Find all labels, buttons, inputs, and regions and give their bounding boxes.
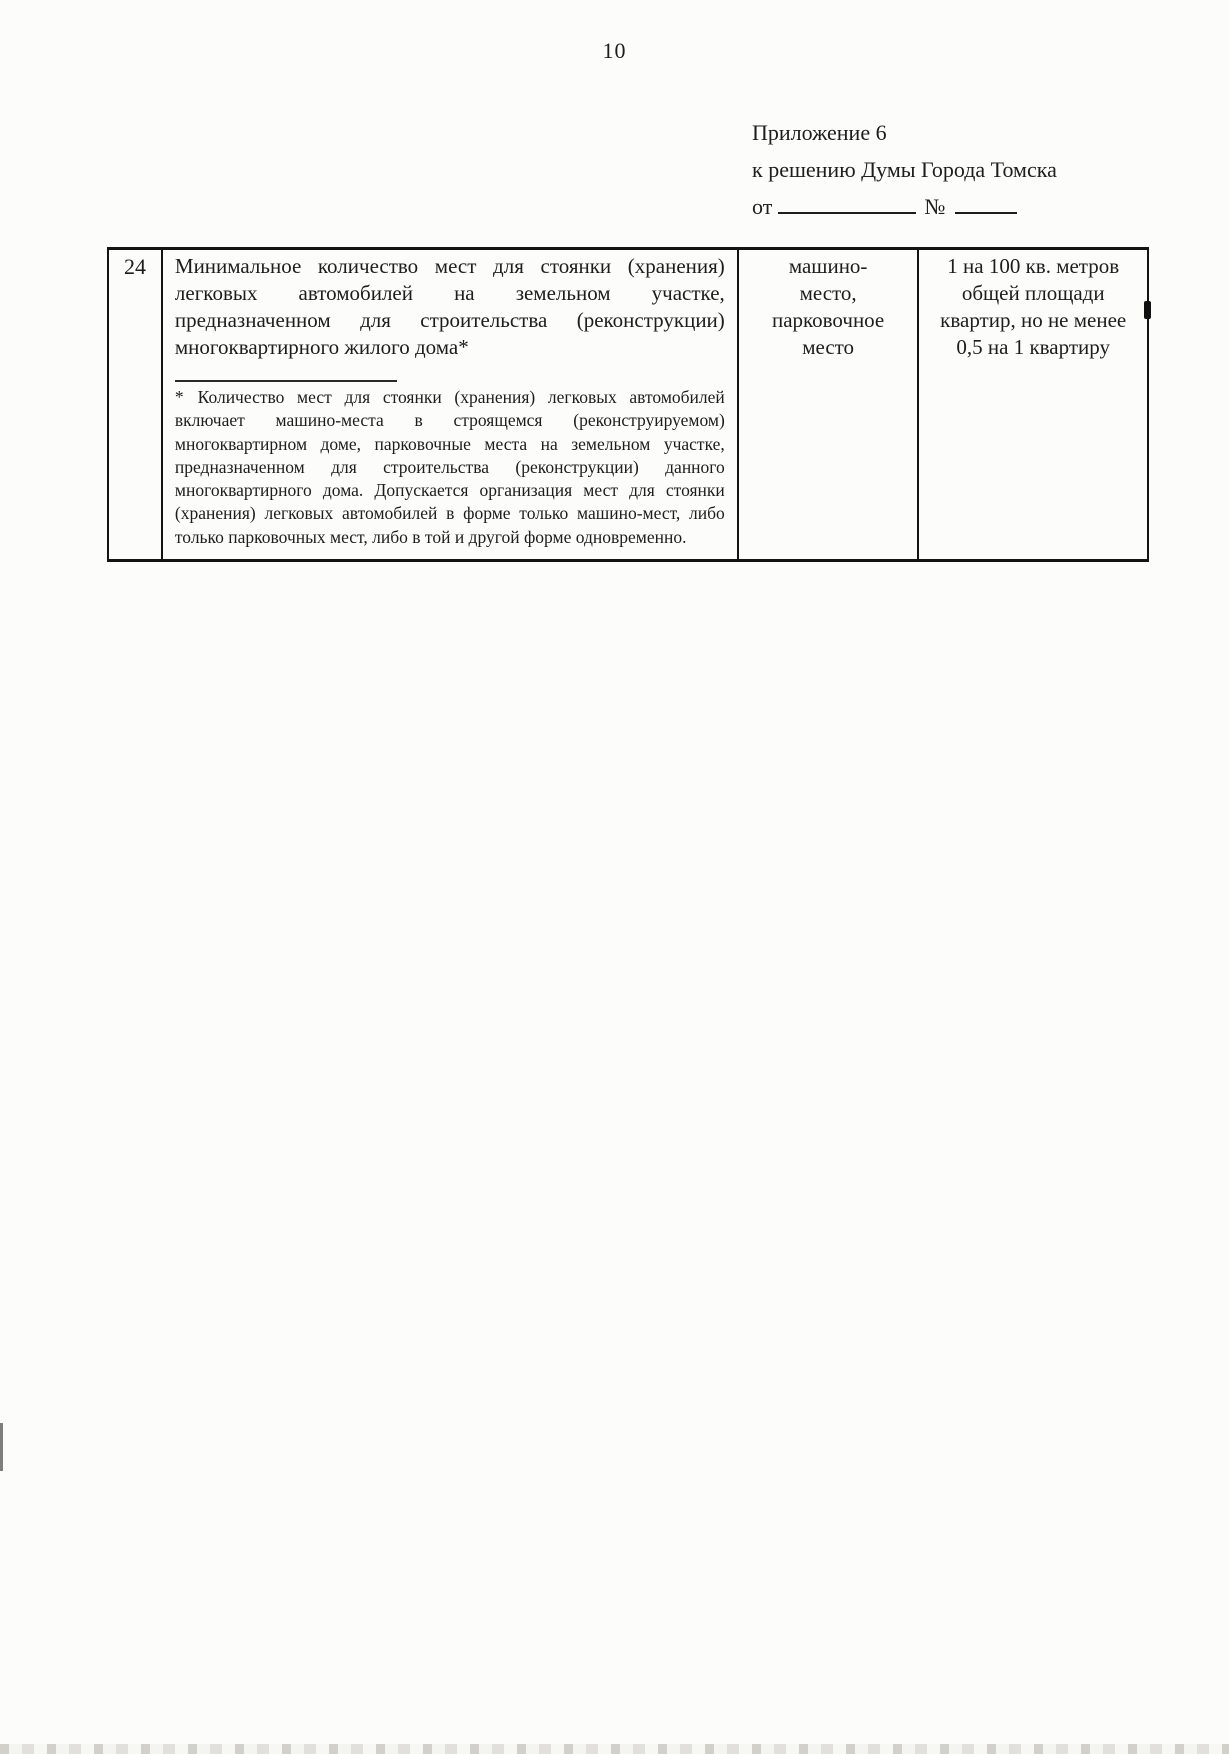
scan-artifact-bottom-band bbox=[0, 1744, 1229, 1754]
scan-artifact-left-mark bbox=[0, 1423, 3, 1471]
unit-line: место bbox=[802, 335, 855, 359]
row-number-cell bbox=[109, 250, 161, 559]
description-text: Минимальное количество мест для стоянки (хранения) легковых автомобилей на земельном участке, предназначенном для строительства (реконструкции) многоквартирного жилого дома* bbox=[174, 254, 725, 359]
number-sign: № bbox=[924, 194, 946, 219]
date-from-label: от bbox=[752, 194, 773, 219]
appendix-header bbox=[752, 114, 1057, 225]
date-blank-line bbox=[778, 192, 916, 214]
unit-line: парковочное bbox=[771, 308, 885, 332]
description-cell bbox=[161, 250, 737, 559]
unit-line: машино- bbox=[788, 254, 868, 278]
footnote-marker: * bbox=[174, 387, 184, 407]
appendix-subtitle: к решению Думы Города Томска bbox=[752, 157, 1057, 182]
footnote-text bbox=[175, 386, 725, 549]
scan-artifact-blob bbox=[1144, 301, 1151, 319]
unit-line: место, bbox=[799, 281, 857, 305]
footnote-body: Количество мест для стоянки (хранения) легковых автомобилей включает машино-места в строящемся (реконструируемом) многоквартирном доме, парковочные места на земельном участке, предназначенном для строительства (реконструкции) данного многоквартирного дома. Допускается организация мест для стоянки (хранения) легковых автомобилей в форме только машино-мест, либо только парковочных мест, либо в той и другой форме одновременно. bbox=[174, 387, 725, 547]
regulation-table bbox=[107, 247, 1149, 562]
row-number: 24 bbox=[123, 254, 146, 279]
norm-cell bbox=[917, 250, 1147, 559]
norm-line: 1 на 100 кв. метров bbox=[947, 254, 1120, 278]
norm-line: квартир, но не менее bbox=[940, 308, 1127, 332]
page-number: 10 bbox=[602, 38, 627, 63]
norm-line: 0,5 на 1 квартиру bbox=[956, 335, 1110, 359]
unit-cell bbox=[737, 250, 918, 559]
number-blank-line bbox=[955, 192, 1017, 214]
appendix-title: Приложение 6 bbox=[752, 120, 887, 145]
appendix-date-line bbox=[752, 188, 1057, 225]
footnote-separator bbox=[175, 380, 397, 382]
norm-line: общей площади bbox=[961, 281, 1105, 305]
